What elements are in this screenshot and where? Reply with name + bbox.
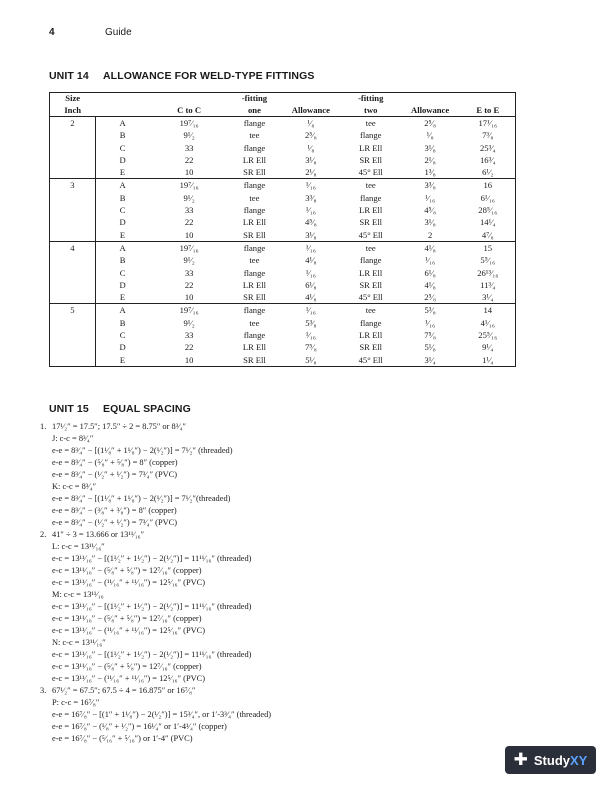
table-cell-e: 5⁵⁄₁₆	[461, 254, 516, 266]
solution-text: L: c-c = 13¹¹⁄₁₆″	[52, 542, 105, 551]
solution-text: e-c = 13¹¹⁄₁₆″ − (¹¹⁄₁₆″ + ¹¹⁄₁₆″) = 12⁵⁄₁₆″ (PVC)	[52, 578, 206, 587]
solution-number: 1.	[40, 422, 47, 431]
col-fitting-two-1: -fitting	[342, 93, 400, 105]
solution-text: e-c = 13¹¹⁄₁₆″ − (¹¹⁄₁₆″ + ¹¹⁄₁₆″) = 12⁵⁄₁₆″ (PVC)	[52, 626, 206, 635]
table-cell-f1: flange	[243, 205, 266, 216]
col-c-to-c: C to C	[149, 105, 229, 117]
table-cell-c: 22	[184, 217, 194, 228]
page-number: 4	[49, 27, 55, 38]
table-cell-e: 14¹⁄₄	[461, 216, 516, 228]
table-row	[50, 304, 516, 317]
table-cell-letter: E	[119, 167, 126, 178]
table-cell-a1: 4¹⁄₈	[305, 255, 317, 266]
table-cell-a1: ¹⁄₁₆	[280, 179, 342, 192]
solution-line	[40, 541, 271, 553]
solution-text: e-c = 13¹¹⁄₁₆″ − [(1¹⁄₂″ + 1¹⁄₂″) − 2(¹⁄₂″)] = 11¹¹⁄₁₆″ (threaded)	[52, 602, 252, 611]
table-cell-f1: SR Ell	[243, 292, 266, 303]
table-cell-f1: LR Ell	[242, 279, 267, 290]
table-row	[50, 192, 516, 204]
solution-line	[40, 673, 271, 685]
table-cell-size	[50, 129, 96, 141]
table-cell-size	[50, 279, 96, 291]
solution-line	[40, 481, 271, 493]
table-cell-a2: 4¹⁄₈	[400, 241, 461, 254]
table-cell-a2: 4¹⁄₈	[424, 279, 436, 290]
table-cell-a2: ¹⁄₁₆	[425, 255, 436, 266]
table-cell-a2: 3³⁄₈	[400, 179, 461, 192]
table-cell-letter: B	[119, 192, 126, 203]
table-cell-f1: tee	[249, 317, 260, 328]
table-cell-a2: 7⁵⁄₈	[424, 330, 436, 341]
table-cell-e: 15	[461, 241, 516, 254]
solution-text: J: c-c = 8³⁄₄″	[52, 434, 94, 443]
col-allowance-1: Allowance	[280, 105, 342, 117]
table-cell-a2: 3¹⁄₈	[424, 217, 436, 228]
table-cell-f1: LR Ell	[242, 342, 267, 353]
table-row	[50, 291, 516, 304]
table-cell-letter: D	[119, 154, 126, 165]
table-cell-letter: D	[119, 279, 126, 290]
table-cell-size: 2	[50, 117, 96, 130]
table-cell-size	[50, 354, 96, 367]
table-cell-size	[50, 154, 96, 166]
table-cell-a2: 5³⁄₈	[400, 304, 461, 317]
badge-text-accent: XY	[570, 752, 588, 768]
table-cell-letter: C	[119, 330, 126, 341]
table-cell-f1: tee	[249, 130, 260, 141]
table-cell-c: 22	[184, 279, 194, 290]
unit14-heading	[49, 70, 314, 82]
unit14-title: ALLOWANCE FOR WELD-TYPE FITTINGS	[103, 70, 315, 82]
table-cell-a2: 3¹⁄₄	[400, 354, 461, 367]
table-cell-f2: flange	[359, 130, 382, 141]
solution-line	[40, 733, 271, 745]
solution-line	[40, 445, 271, 457]
solution-text: e-e = 8³⁄₄″ − [(1¹⁄₈″ + 1¹⁄₈″) − 2(¹⁄₂″)] = 7¹⁄₂″(threaded)	[52, 494, 231, 503]
table-cell-c: 33	[184, 205, 194, 216]
table-cell-a1: 4¹⁄₈	[305, 292, 317, 303]
solution-text: e-c = 13¹¹⁄₁₆″ − (¹¹⁄₁₆″ + ¹¹⁄₁₆″) = 12⁵⁄₁₆″ (PVC)	[52, 674, 206, 683]
table-cell-e: 4⁷⁄₈	[461, 229, 516, 242]
table-cell-size	[50, 229, 96, 242]
table-cell-letter: E	[119, 292, 126, 303]
table-row	[50, 267, 516, 279]
table-cell-c: 19⁷⁄₁₆	[179, 118, 199, 128]
table-cell-c: 22	[184, 342, 194, 353]
table-cell-e: 3¹⁄₄	[461, 291, 516, 304]
table-cell-a2: 3¹⁄₈	[424, 142, 436, 153]
table-cell-e: 7³⁄₈	[461, 129, 516, 141]
table-cell-f2: SR Ell	[359, 279, 383, 290]
table-cell-f2: 45° Ell	[358, 167, 383, 178]
table-cell-a2: 4⁵⁄₈	[424, 205, 436, 216]
table-cell-e: 16³⁄₄	[461, 154, 516, 166]
table-cell-letter: D	[119, 342, 126, 353]
table-cell-c: 10	[184, 229, 194, 240]
table-cell-f1: SR Ell	[243, 167, 266, 178]
col-fitting-one-1: -fitting	[229, 93, 280, 105]
table-body	[50, 117, 516, 367]
table-cell-a1: 4⁵⁄₈	[304, 217, 317, 228]
table-cell-e: 11³⁄₄	[461, 279, 516, 291]
solution-line	[40, 661, 271, 673]
table-cell-f1: SR Ell	[243, 229, 266, 240]
unit15-heading	[49, 403, 191, 415]
table-cell-letter: A	[119, 118, 126, 128]
table-cell-e: 17¹⁄₁₆	[461, 117, 516, 130]
solution-number: 3.	[40, 686, 47, 695]
table-row	[50, 142, 516, 154]
solution-line	[40, 697, 271, 709]
table-cell-f2: flange	[359, 317, 382, 328]
table-cell-size: 4	[50, 241, 96, 254]
table-cell-size	[50, 254, 96, 266]
table-cell-f2: tee	[342, 304, 400, 317]
table-cell-a1: 2⁵⁄₈	[304, 130, 317, 141]
solution-list	[40, 421, 271, 745]
solution-text: e-e = 8³⁄₄″ − [(1¹⁄₈″ + 1¹⁄₈″) − 2(¹⁄₂″)] = 7¹⁄₂″ (threaded)	[52, 446, 233, 455]
solution-text: e-c = 13¹¹⁄₁₆″ − [(1¹⁄₂″ + 1¹⁄₂″) − 2(¹⁄₂″)] = 11¹¹⁄₁₆″ (threaded)	[52, 554, 252, 563]
solution-text: e-c = 13¹¹⁄₁₆″ − (⁵⁄₈″ + ⁵⁄₈″) = 12⁷⁄₁₆″ (copper)	[52, 566, 202, 575]
table-cell-letter: D	[119, 217, 126, 228]
table-cell-letter: C	[119, 205, 126, 216]
allowance-table	[49, 92, 516, 367]
col-size-2: Inch	[50, 105, 96, 117]
col-size-1: Size	[50, 93, 96, 105]
solution-text: e-e = 8³⁄₄″ − (¹⁄₂″ + ¹⁄₂″) = 7³⁄₄″ (PVC)	[52, 518, 178, 527]
table-row	[50, 117, 516, 130]
solution-line	[40, 589, 271, 601]
table-cell-f2: 45° Ell	[358, 229, 383, 240]
table-cell-a2: 5¹⁄₈	[424, 342, 436, 353]
table-cell-a1: 5¹⁄₈	[280, 354, 342, 367]
table-cell-f1: flange	[229, 179, 280, 192]
table-cell-a2: ¹⁄₁₆	[425, 192, 436, 203]
table-cell-e: 28⁵⁄₁₆	[461, 204, 516, 216]
header-title: Guide	[105, 27, 132, 38]
solution-text: M: c-c = 13¹¹⁄₁₆	[52, 590, 104, 599]
table-cell-a1: 2¹⁄₈	[305, 167, 317, 178]
table-cell-f1: tee	[249, 255, 260, 266]
table-cell-size	[50, 291, 96, 304]
table-cell-f1: flange	[243, 118, 266, 128]
table-cell-f2: LR Ell	[359, 142, 383, 153]
table-cell-c: 33	[184, 267, 194, 278]
table-cell-f2: 45° Ell	[358, 292, 383, 303]
table-cell-e: 4¹⁄₁₆	[461, 317, 516, 329]
table-cell-f1: SR Ell	[229, 354, 280, 367]
table-cell-letter: A	[95, 179, 149, 192]
table-row	[50, 341, 516, 353]
table-cell-a1: 3¹⁄₈	[305, 154, 317, 165]
table-cell-f2: tee	[342, 241, 400, 254]
table-cell-size	[50, 341, 96, 353]
solution-text: e-c = 13¹¹⁄₁₆″ − [(1¹⁄₂″ + 1¹⁄₂″) − 2(¹⁄₂″)] = 11¹¹⁄₁₆″ (threaded)	[52, 650, 252, 659]
col-e-to-e: E to E	[461, 105, 516, 117]
solution-line	[40, 721, 271, 733]
solution-text: P: c-c = 16⁷⁄₈″	[52, 698, 100, 707]
table-cell-f1: flange	[229, 304, 280, 317]
table-cell-a2: 6¹⁄₈	[424, 267, 436, 278]
table-cell-a2: 1³⁄₈	[424, 167, 436, 178]
solution-line	[40, 637, 271, 649]
table-cell-e: 6¹⁄₁₆	[461, 192, 516, 204]
solution-line	[40, 529, 271, 541]
table-cell-a1: 6¹⁄₈	[305, 279, 317, 290]
table-row	[50, 129, 516, 141]
table-cell-f1: flange	[243, 142, 266, 153]
solution-text: e-e = 16⁷⁄₈″ − [(1″ + 1¹⁄₈″) − 2(¹⁄₂″)] = 15³⁄₄″, or 1′-3³⁄₄″ (threaded)	[52, 710, 272, 719]
table-cell-f1: LR Ell	[242, 154, 267, 165]
table-cell-e: 9¹⁄₄	[461, 341, 516, 353]
solution-line	[40, 517, 271, 529]
table-cell-size: 3	[50, 179, 96, 192]
table-cell-letter: A	[95, 241, 149, 254]
table-cell-c: 9¹⁄₂	[183, 317, 195, 328]
studyxy-badge	[505, 746, 596, 774]
solution-line	[40, 433, 271, 445]
solution-text: e-e = 8³⁄₄″ − (¹⁄₂″ + ¹⁄₂″) = 7³⁄₄″ (PVC)	[52, 470, 178, 479]
table-cell-f1: flange	[229, 241, 280, 254]
solution-line	[40, 457, 271, 469]
table-cell-letter: B	[119, 255, 126, 266]
solution-line	[40, 649, 271, 661]
solution-number: 2.	[40, 530, 47, 539]
solution-line	[40, 709, 271, 721]
table-cell-f1: flange	[243, 267, 266, 278]
table-cell-c: 9¹⁄₂	[183, 130, 195, 141]
solution-line	[40, 469, 271, 481]
table-cell-a2: 2¹⁄₈	[424, 154, 436, 165]
table-cell-c: 19⁷⁄₁₆	[149, 179, 229, 192]
table-header-row-1	[50, 93, 516, 105]
table-cell-size	[50, 192, 96, 204]
table-row	[50, 204, 516, 216]
table-cell-letter: E	[119, 229, 126, 240]
table-cell-a2: ¹⁄₁₆	[425, 317, 436, 328]
table-cell-e: 25³⁄₄	[461, 142, 516, 154]
table-cell-a1: 7⁵⁄₈	[304, 342, 317, 353]
table-cell-f2: SR Ell	[359, 342, 383, 353]
table-cell-a1: ¹⁄₈	[307, 118, 315, 128]
table-cell-f1: LR Ell	[242, 217, 267, 228]
table-cell-f1: flange	[243, 330, 266, 341]
table-cell-f2: SR Ell	[359, 154, 383, 165]
solution-line	[40, 421, 271, 433]
unit14-number: UNIT 14	[49, 70, 89, 82]
col-allowance-2: Allowance	[400, 105, 461, 117]
solution-line	[40, 613, 271, 625]
table-cell-f2: LR Ell	[359, 205, 383, 216]
solution-text: e-e = 8³⁄₄″ − (⁵⁄₈″ + ⁵⁄₈″) = 8″ (copper)	[52, 458, 178, 467]
solution-text: 67¹⁄₂″ = 67.5″; 67.5 ÷ 4 = 16.875″ or 16⁷⁄₈″	[52, 686, 196, 695]
table-cell-f2: LR Ell	[359, 267, 383, 278]
table-cell-c: 10	[184, 167, 194, 178]
solution-text: N: c-c = 13¹¹⁄₁₆″	[52, 638, 106, 647]
table-cell-f2: LR Ell	[359, 330, 383, 341]
solution-line	[40, 577, 271, 589]
table-row	[50, 254, 516, 266]
table-cell-a2: 2	[427, 229, 433, 240]
table-cell-e: 25⁵⁄₁₆	[461, 329, 516, 341]
table-cell-f1: tee	[249, 192, 260, 203]
solution-line	[40, 505, 271, 517]
table-cell-letter: E	[95, 354, 149, 367]
solution-text: e-c = 13¹¹⁄₁₆″ − (⁵⁄₈″ + ⁵⁄₈″) = 12⁷⁄₁₆″ (copper)	[52, 614, 202, 623]
solution-text: 41″ ÷ 3 = 13.666 or 13¹¹⁄₁₆″	[52, 530, 145, 539]
col-fitting-two-2: two	[342, 105, 400, 117]
table-cell-e: 14	[461, 304, 516, 317]
table-cell-c: 22	[184, 154, 194, 165]
table-cell-a1: ¹⁄₁₆	[305, 205, 316, 216]
solution-text: e-e = 16⁷⁄₈″ − (¹⁄₈″ + ¹⁄₂″) = 16¹⁄₄″ or 1′-4¹⁄₄″ (copper)	[52, 722, 227, 731]
table-cell-a1: 3³⁄₈	[305, 192, 317, 203]
table-cell-a1: ¹⁄₈	[307, 142, 315, 153]
table-cell-e: 26¹³⁄₁₆	[461, 267, 516, 279]
table-row	[50, 166, 516, 179]
table-cell-a2: 2⁵⁄₈	[424, 292, 436, 303]
solution-line	[40, 565, 271, 577]
table-cell-c: 33	[184, 142, 194, 153]
col-fitting-one-2: one	[229, 105, 280, 117]
table-cell-letter: C	[119, 267, 126, 278]
table-cell-c: 10	[184, 292, 194, 303]
table-cell-letter: B	[119, 130, 126, 141]
solution-text: 17¹⁄₂″ = 17.5″; 17.5″ ÷ 2 = 8.75″ or 8³⁄₄″	[52, 422, 187, 431]
solution-line	[40, 553, 271, 565]
table-row	[50, 229, 516, 242]
table-row	[50, 329, 516, 341]
table-cell-e: 1¹⁄₄	[461, 354, 516, 367]
solution-text: e-e = 16⁷⁄₈″ − (⁵⁄₁₆″ + ⁵⁄₁₆″) or 1′-4″ (PVC)	[52, 734, 193, 743]
table-cell-e: 6¹⁄₂	[461, 166, 516, 179]
table-row	[50, 354, 516, 367]
table-cell-letter: B	[119, 317, 126, 328]
table-cell-a1: ¹⁄₁₆	[305, 267, 316, 278]
table-cell-f2: tee	[365, 118, 376, 128]
table-cell-letter: A	[95, 304, 149, 317]
page-header	[49, 27, 132, 38]
unit15-title: EQUAL SPACING	[103, 403, 191, 415]
table-cell-f2: tee	[342, 179, 400, 192]
table-cell-size	[50, 216, 96, 228]
table-cell-size	[50, 204, 96, 216]
table-cell-f2: 45° Ell	[342, 354, 400, 367]
table-cell-a2: ¹⁄₈	[426, 130, 434, 141]
table-cell-letter: C	[119, 142, 126, 153]
table-row	[50, 179, 516, 192]
plus-icon: ✚	[513, 750, 528, 769]
solution-line	[40, 493, 271, 505]
table-cell-size	[50, 142, 96, 154]
badge-text-main: Study	[533, 752, 571, 768]
table-cell-size	[50, 166, 96, 179]
table-cell-c: 19⁷⁄₁₆	[149, 241, 229, 254]
table-cell-c: 33	[184, 330, 194, 341]
solution-text: e-c = 13¹¹⁄₁₆″ − (⁵⁄₈″ + ⁵⁄₈″) = 12⁷⁄₁₆″ (copper)	[52, 662, 202, 671]
solution-line	[40, 625, 271, 637]
table-cell-a1: 3¹⁄₈	[305, 229, 317, 240]
table-cell-e: 16	[461, 179, 516, 192]
solution-line	[40, 685, 271, 697]
table-row	[50, 154, 516, 166]
table-cell-c: 9¹⁄₂	[183, 255, 195, 266]
table-cell-size	[50, 329, 96, 341]
table-row	[50, 216, 516, 228]
table-cell-size	[50, 317, 96, 329]
solution-line	[40, 601, 271, 613]
table-cell-size	[50, 267, 96, 279]
table-cell-a1: ¹⁄₁₆	[280, 241, 342, 254]
table-cell-f2: flange	[359, 192, 382, 203]
table-cell-a1: ¹⁄₁₆	[305, 330, 316, 341]
unit15-number: UNIT 15	[49, 403, 89, 415]
table-cell-size: 5	[50, 304, 96, 317]
table-cell-a1: 5³⁄₈	[305, 317, 317, 328]
table-cell-a1: ¹⁄₁₆	[280, 304, 342, 317]
table-row	[50, 241, 516, 254]
table-row	[50, 279, 516, 291]
table-cell-a2: 2⁵⁄₈	[424, 118, 436, 128]
table-cell-f2: SR Ell	[359, 217, 383, 228]
table-cell-c: 10	[149, 354, 229, 367]
table-header-row-2	[50, 105, 516, 117]
table-cell-c: 19⁷⁄₁₆	[149, 304, 229, 317]
solution-text: e-e = 8³⁄₄″ − (³⁄₈″ + ³⁄₈″) = 8″ (copper)	[52, 506, 177, 515]
table-row	[50, 317, 516, 329]
solution-text: K: c-c = 8³⁄₄″	[52, 482, 97, 491]
table-cell-f2: flange	[359, 255, 382, 266]
table-cell-c: 9¹⁄₂	[183, 192, 195, 203]
